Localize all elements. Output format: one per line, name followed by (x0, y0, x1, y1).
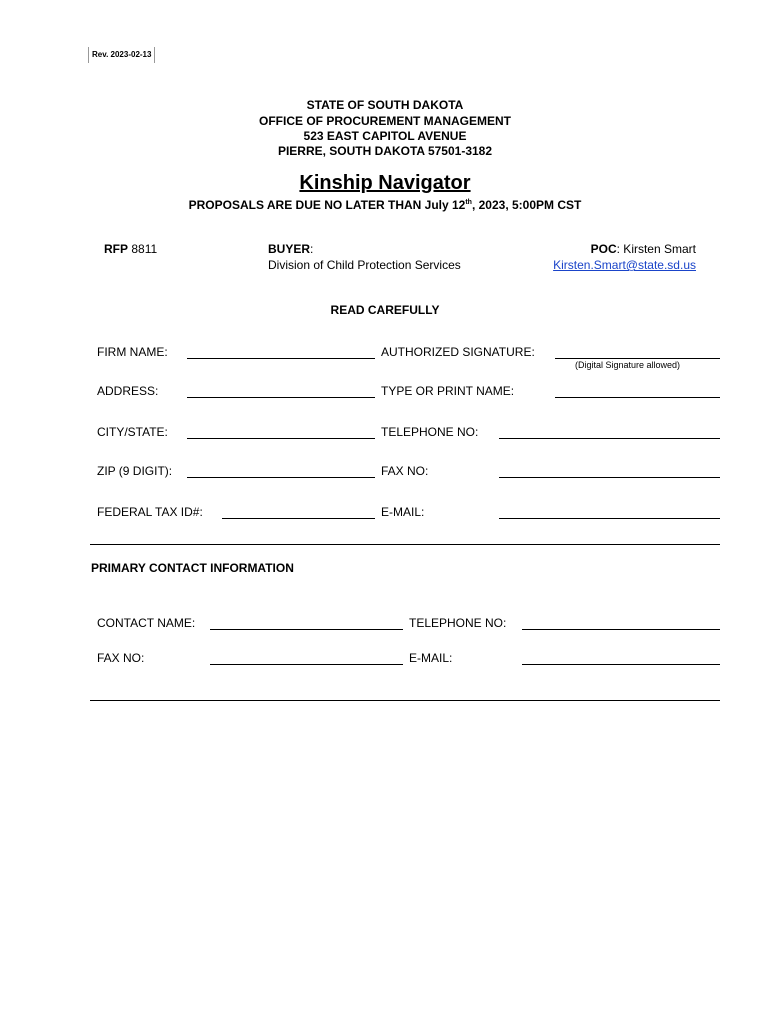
federal-tax-id-label: FEDERAL TAX ID#: (97, 505, 203, 519)
header-state: STATE OF SOUTH DAKOTA (306, 98, 464, 112)
revision-label: Rev. 2023-02-13 (88, 47, 155, 63)
document-title: Kinship Navigator (299, 172, 471, 194)
due-suffix: , 2023, 5:00PM CST (471, 198, 582, 212)
poc-block (553, 241, 696, 273)
buyer-block (268, 241, 461, 273)
section-divider (90, 544, 720, 545)
authorized-signature-label: AUTHORIZED SIGNATURE: (381, 345, 535, 359)
contact-email-field[interactable] (522, 664, 720, 665)
contact-fax-label: FAX NO: (97, 651, 145, 665)
header-street: 523 EAST CAPITOL AVENUE (303, 129, 467, 143)
zip-label: ZIP (9 DIGIT): (97, 464, 173, 478)
email-label: E-MAIL: (381, 505, 425, 519)
primary-contact-heading: PRIMARY CONTACT INFORMATION (91, 561, 294, 575)
header-city: PIERRE, SOUTH DAKOTA 57501-3182 (277, 144, 493, 158)
due-sup: th (465, 199, 472, 206)
fax-field[interactable] (499, 477, 720, 478)
firm-name-label: FIRM NAME: (97, 345, 168, 359)
due-date-line (0, 198, 770, 212)
firm-name-field[interactable] (187, 358, 375, 359)
poc-label: POC (590, 242, 617, 256)
rfp-label: RFP (104, 242, 128, 256)
contact-name-field[interactable] (210, 629, 403, 630)
contact-name-label: CONTACT NAME: (97, 616, 196, 630)
buyer-label: BUYER (268, 242, 311, 256)
zip-field[interactable] (187, 477, 375, 478)
digital-signature-note: (Digital Signature allowed) (575, 360, 681, 370)
header-office: OFFICE OF PROCUREMENT MANAGEMENT (259, 114, 511, 128)
rfp-number: 8811 (131, 242, 158, 256)
buyer-name: Division of Child Protection Services (268, 258, 461, 272)
print-name-label: TYPE OR PRINT NAME: (381, 384, 515, 398)
city-state-field[interactable] (187, 438, 375, 439)
telephone-field[interactable] (499, 438, 720, 439)
contact-fax-field[interactable] (210, 664, 403, 665)
email-field[interactable] (499, 518, 720, 519)
rfp-block (104, 241, 157, 257)
bottom-divider (90, 700, 720, 701)
authorized-signature-field[interactable] (555, 358, 720, 359)
federal-tax-id-field[interactable] (222, 518, 375, 519)
contact-telephone-field[interactable] (522, 629, 720, 630)
contact-telephone-label: TELEPHONE NO: (409, 616, 507, 630)
read-carefully-heading: READ CAREFULLY (330, 303, 440, 317)
poc-name: : Kirsten Smart (616, 242, 696, 256)
print-name-field[interactable] (555, 397, 720, 398)
address-field[interactable] (187, 397, 375, 398)
city-state-label: CITY/STATE: (97, 425, 168, 439)
due-prefix: PROPOSALS ARE DUE NO LATER THAN July 12 (188, 198, 466, 212)
fax-label: FAX NO: (381, 464, 429, 478)
poc-email-link[interactable]: Kirsten.Smart@state.sd.us (553, 258, 696, 272)
contact-email-label: E-MAIL: (409, 651, 453, 665)
telephone-label: TELEPHONE NO: (381, 425, 479, 439)
address-label: ADDRESS: (97, 384, 159, 398)
buyer-colon: : (310, 242, 314, 256)
